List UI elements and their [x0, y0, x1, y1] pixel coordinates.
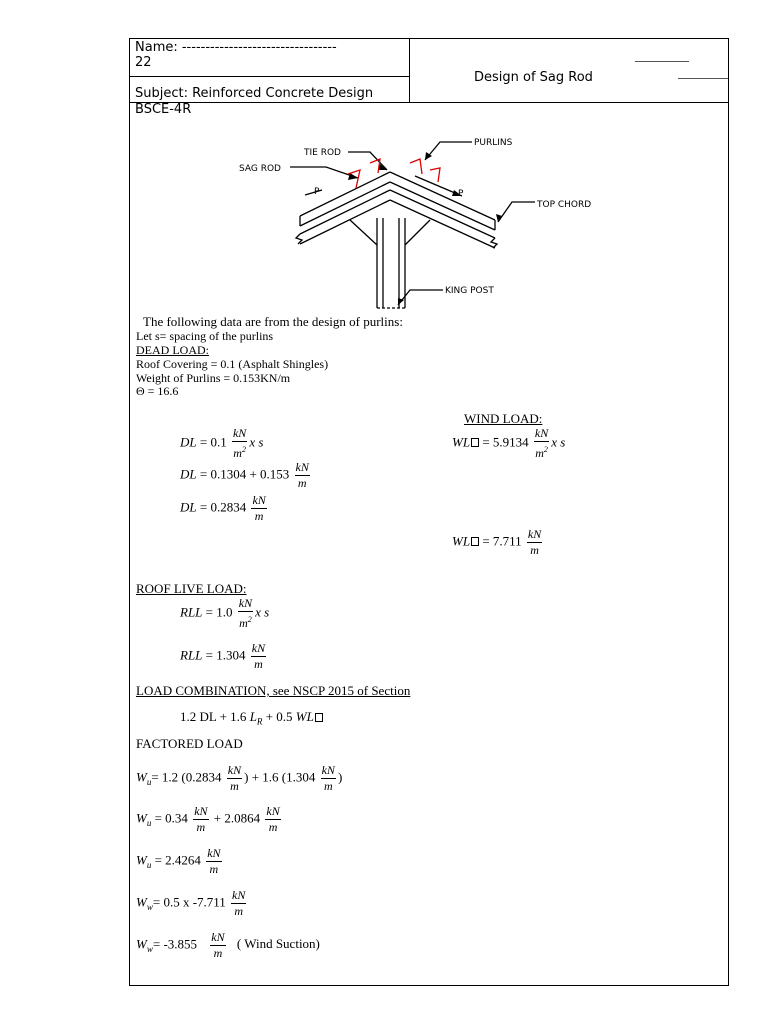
load-combination-formula: 1.2 DL + 1.6 $L_R + 0.5$ WL [180, 709, 323, 727]
wl-equation-1: WL = 5.9134 $\frac{kN}{m^2}$ x s [452, 426, 566, 460]
intro-line: The following data are from the design of purlins: [143, 314, 403, 329]
sag-rod-leader [290, 167, 358, 178]
header-decor-line [678, 78, 728, 79]
theta-line: Θ = 16.6 [136, 384, 179, 398]
wu-equation-1: $W_u= 1.2$ (0.2834 $\frac{kN}{m}$ ) + 1.6 (1.304 $\frac{kN}{m}$ ) [136, 763, 343, 793]
load-combination-heading: LOAD COMBINATION, see NSCP 2015 of Section [136, 683, 411, 698]
wu-equation-3: $W_u = 2.4264$ $\frac{kN}{m}$ [136, 846, 221, 876]
roof-covering-line: Roof Covering = 0.1 (Asphalt Shingles) [136, 357, 329, 371]
label-king-post: KING POST [445, 286, 494, 296]
label-tie-rod: TIE ROD [304, 148, 341, 158]
spacing-definition: Let s= spacing of the purlins [136, 329, 274, 343]
purlins-leader [425, 142, 472, 160]
subscript-box-glyph [315, 713, 323, 722]
subject-line: Subject: Reinforced Concrete Design [135, 86, 374, 101]
sag-rod-diagram [230, 130, 630, 315]
dl-equation-1: DL = 0.1 $\frac{kN}{m^2}$ x s [180, 426, 264, 460]
subscript-box-glyph [471, 537, 479, 546]
rll-equation-2: RLL = 1.304 $\frac{kN}{m}$ [180, 641, 266, 671]
factored-load-heading: FACTORED LOAD [136, 736, 243, 751]
ww-equation-1: $W_w= 0.5$ x -7.711 $\frac{kN}{m}$ [136, 888, 246, 918]
wind-suction-note: ( Wind Suction) [236, 936, 320, 952]
name-field: Name: --------------------------------- [135, 40, 337, 55]
top-chord-leader [498, 202, 535, 222]
purlin-weight-line: Weight of Purlins = 0.153KN/m [136, 371, 291, 385]
ww-equation-2: $W_w= -3.855$ $\frac{kN}{m}$ ( Wind Suction) [136, 930, 320, 960]
subscript-box-glyph [471, 438, 479, 447]
label-p-left: P [314, 187, 320, 197]
item-number: 22 [135, 55, 152, 70]
dl-equation-2: DL = 0.1304 + 0.153 $\frac{kN}{m}$ [180, 460, 309, 490]
section-line: BSCE-4R [135, 102, 192, 117]
header-divider-vertical [409, 38, 410, 102]
wl-equation-2: WL = 7.711 $\frac{kN}{m}$ [452, 527, 542, 557]
label-sag-rod: SAG ROD [239, 164, 281, 174]
dead-load-heading: DEAD LOAD: [136, 343, 209, 357]
label-purlins: PURLINS [474, 138, 513, 148]
wind-load-heading: WIND LOAD: [464, 411, 543, 426]
wu-equation-2: $W_u = 0.34$ $\frac{kN}{m}$ + 2.0864 $\frac{kN}{m}$ [136, 804, 280, 834]
label-p-right: P [458, 189, 464, 199]
right-rafter-top-edge [390, 172, 495, 220]
header-divider-name [129, 76, 409, 77]
document-title: Design of Sag Rod [474, 70, 593, 85]
header-divider-bottom [129, 102, 729, 103]
label-top-chord: TOP CHORD [537, 200, 592, 210]
roof-live-load-heading: ROOF LIVE LOAD: [136, 581, 247, 596]
dl-equation-3: DL = 0.2834 $\frac{kN}{m}$ [180, 493, 266, 523]
rll-equation-1: RLL = 1.0 $\frac{kN}{m^2}$ x s [180, 596, 270, 630]
header-decor-line [635, 61, 689, 62]
